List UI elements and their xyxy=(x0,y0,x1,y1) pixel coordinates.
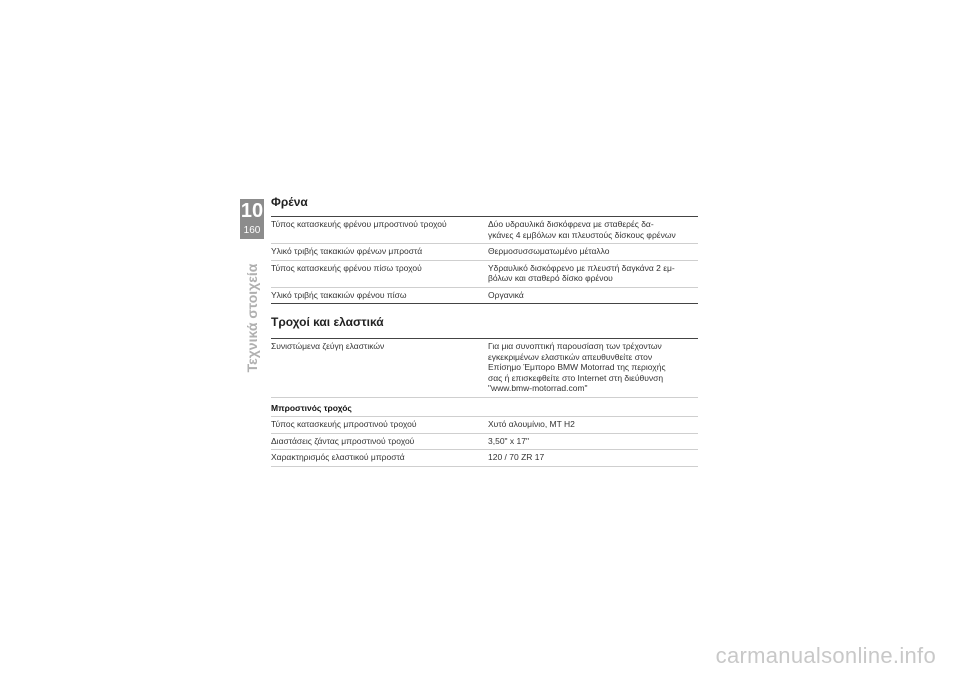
value-line: Δύο υδραυλικά δισκόφρενα με σταθερές δα- xyxy=(488,219,654,229)
table-row xyxy=(271,244,698,261)
wheels-section xyxy=(271,314,698,467)
wheels-title: Τροχοί και ελαστικά xyxy=(271,315,384,329)
chapter-badge xyxy=(240,199,264,239)
value-line: Οργανικά xyxy=(488,289,524,300)
row-value: Χυτό αλουμίνιο, MT H2 xyxy=(488,417,698,434)
page-content xyxy=(271,194,698,467)
row-label: Διαστάσεις ζάντας μπροστινού τροχού xyxy=(271,433,488,450)
value-line: σας ή επισκεφθείτε στο Internet στη διεύθυνση xyxy=(488,372,664,383)
value-line: Υδραυλικό δισκόφρενο με πλευστή δαγκάνα 2 εμ- xyxy=(488,262,675,273)
table-row xyxy=(271,433,698,450)
table-row xyxy=(271,339,698,398)
value-line: γκάνες 4 εμβόλων και πλευστούς δίσκους φρένων xyxy=(488,229,676,240)
table-row xyxy=(271,260,698,287)
row-label: Τύπος κατασκευής μπροστινού τροχού xyxy=(271,417,488,434)
table-row xyxy=(271,217,698,244)
value-line: "www.bmw-motorrad.com" xyxy=(488,383,588,393)
chapter-side-label: Τεχνικά στοιχεία xyxy=(244,263,260,373)
row-value xyxy=(488,339,698,398)
brakes-title: Φρένα xyxy=(271,195,308,209)
row-value xyxy=(488,287,698,304)
table-row xyxy=(271,287,698,304)
row-label: Υλικό τριβής τακακιών φρένων μπροστά xyxy=(271,244,488,261)
chapter-number: 10 xyxy=(240,200,264,222)
row-label: Υλικό τριβής τακακιών φρένου πίσω xyxy=(271,287,488,304)
row-label: Συνιστώμενα ζεύγη ελαστικών xyxy=(271,339,488,398)
value-line: εγκεκριμένων ελαστικών απευθυνθείτε στον xyxy=(488,351,653,362)
subheading-row xyxy=(271,397,698,417)
page-number: 160 xyxy=(243,225,261,236)
table-row xyxy=(271,417,698,434)
row-value xyxy=(488,217,698,244)
row-value xyxy=(488,260,698,287)
value-line: Για μια συνοπτική παρουσίαση των τρέχοντων xyxy=(488,341,662,351)
front-wheel-heading: Μπροστινός τροχός xyxy=(271,397,698,417)
value-line: Επίσημο Έμπορο BMW Motorrad της περιοχής xyxy=(488,362,666,372)
row-value: 3,50" x 17" xyxy=(488,433,698,450)
brakes-table xyxy=(271,216,698,304)
row-value xyxy=(488,244,698,261)
row-label: Χαρακτηρισμός ελαστικού μπροστά xyxy=(271,450,488,467)
wheels-table xyxy=(271,338,698,467)
watermark: carmanualsonline.info xyxy=(715,643,936,668)
table-row xyxy=(271,450,698,467)
brakes-section xyxy=(271,194,698,304)
row-label: Τύπος κατασκευής φρένου μπροστινού τροχού xyxy=(271,217,488,244)
row-value: 120 / 70 ZR 17 xyxy=(488,450,698,467)
row-label: Τύπος κατασκευής φρένου πίσω τροχού xyxy=(271,260,488,287)
value-line: Θερμοσυσσωματωμένο μέταλλο xyxy=(488,246,610,256)
value-line: βόλων και σταθερό δίσκο φρένου xyxy=(488,273,613,283)
